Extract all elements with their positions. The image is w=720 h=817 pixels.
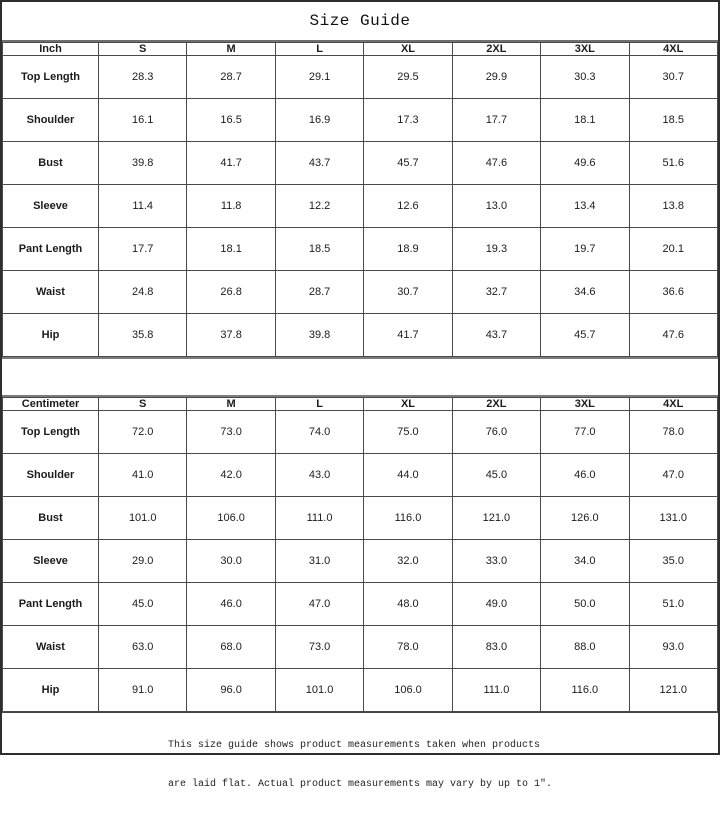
inch-table [2, 42, 718, 357]
value-cell: 46.0 [541, 454, 629, 497]
value-cell: 42.0 [187, 454, 275, 497]
value-cell: 47.0 [275, 583, 363, 626]
value-cell: 34.6 [541, 271, 629, 314]
value-cell: 34.0 [541, 540, 629, 583]
value-cell: 13.0 [452, 185, 540, 228]
value-cell: 17.3 [364, 99, 452, 142]
value-cell: 43.7 [275, 142, 363, 185]
value-cell: 18.1 [187, 228, 275, 271]
value-cell: 12.2 [275, 185, 363, 228]
value-cell: 43.7 [452, 314, 540, 357]
size-column-header: XL [364, 43, 452, 56]
value-cell: 78.0 [364, 626, 452, 669]
row-label-cell: Waist [3, 271, 99, 314]
value-cell: 111.0 [275, 497, 363, 540]
table-header-row [3, 398, 718, 411]
row-label-cell: Sleeve [3, 540, 99, 583]
value-cell: 17.7 [99, 228, 187, 271]
footer-note-text [168, 713, 552, 817]
value-cell: 13.8 [629, 185, 717, 228]
value-cell: 18.5 [629, 99, 717, 142]
value-cell: 13.4 [541, 185, 629, 228]
value-cell: 72.0 [99, 411, 187, 454]
value-cell: 91.0 [99, 669, 187, 712]
value-cell: 39.8 [99, 142, 187, 185]
size-column-header: 3XL [541, 398, 629, 411]
footer-line: are laid flat. Actual product measurements may vary by up to 1″. [167, 779, 553, 790]
table-row [3, 142, 718, 185]
value-cell: 37.8 [187, 314, 275, 357]
table-row [3, 185, 718, 228]
value-cell: 30.0 [187, 540, 275, 583]
table-row [3, 626, 718, 669]
value-cell: 73.0 [187, 411, 275, 454]
unit-header-cell: Inch [3, 43, 99, 56]
value-cell: 45.0 [99, 583, 187, 626]
row-label-cell: Shoulder [3, 454, 99, 497]
value-cell: 83.0 [452, 626, 540, 669]
value-cell: 49.0 [452, 583, 540, 626]
value-cell: 18.9 [364, 228, 452, 271]
value-cell: 63.0 [99, 626, 187, 669]
value-cell: 93.0 [629, 626, 717, 669]
value-cell: 47.6 [629, 314, 717, 357]
value-cell: 41.7 [364, 314, 452, 357]
value-cell: 101.0 [99, 497, 187, 540]
value-cell: 19.7 [541, 228, 629, 271]
value-cell: 16.5 [187, 99, 275, 142]
value-cell: 45.7 [364, 142, 452, 185]
size-column-header: M [187, 398, 275, 411]
table-row [3, 56, 718, 99]
value-cell: 41.0 [99, 454, 187, 497]
size-guide-title: Size Guide [2, 2, 718, 42]
value-cell: 111.0 [452, 669, 540, 712]
value-cell: 29.0 [99, 540, 187, 583]
value-cell: 32.0 [364, 540, 452, 583]
value-cell: 16.9 [275, 99, 363, 142]
table-row [3, 228, 718, 271]
value-cell: 17.7 [452, 99, 540, 142]
value-cell: 106.0 [187, 497, 275, 540]
size-column-header: L [275, 43, 363, 56]
value-cell: 11.8 [187, 185, 275, 228]
value-cell: 26.8 [187, 271, 275, 314]
value-cell: 46.0 [187, 583, 275, 626]
value-cell: 35.8 [99, 314, 187, 357]
table-row [3, 669, 718, 712]
value-cell: 101.0 [275, 669, 363, 712]
value-cell: 32.7 [452, 271, 540, 314]
value-cell: 48.0 [364, 583, 452, 626]
value-cell: 88.0 [541, 626, 629, 669]
value-cell: 68.0 [187, 626, 275, 669]
value-cell: 49.6 [541, 142, 629, 185]
value-cell: 96.0 [187, 669, 275, 712]
value-cell: 30.7 [364, 271, 452, 314]
size-column-header: XL [364, 398, 452, 411]
value-cell: 11.4 [99, 185, 187, 228]
value-cell: 106.0 [364, 669, 452, 712]
value-cell: 30.3 [541, 56, 629, 99]
value-cell: 41.7 [187, 142, 275, 185]
row-label-cell: Pant Length [3, 583, 99, 626]
value-cell: 36.6 [629, 271, 717, 314]
value-cell: 121.0 [629, 669, 717, 712]
value-cell: 121.0 [452, 497, 540, 540]
value-cell: 78.0 [629, 411, 717, 454]
value-cell: 12.6 [364, 185, 452, 228]
value-cell: 131.0 [629, 497, 717, 540]
row-label-cell: Bust [3, 497, 99, 540]
value-cell: 50.0 [541, 583, 629, 626]
row-label-cell: Shoulder [3, 99, 99, 142]
value-cell: 29.5 [364, 56, 452, 99]
table-header-row [3, 43, 718, 56]
value-cell: 51.6 [629, 142, 717, 185]
value-cell: 77.0 [541, 411, 629, 454]
value-cell: 24.8 [99, 271, 187, 314]
value-cell: 18.1 [541, 99, 629, 142]
footer-note [2, 712, 718, 817]
value-cell: 28.3 [99, 56, 187, 99]
value-cell: 73.0 [275, 626, 363, 669]
size-column-header: S [99, 398, 187, 411]
value-cell: 29.9 [452, 56, 540, 99]
value-cell: 20.1 [629, 228, 717, 271]
table-row [3, 314, 718, 357]
value-cell: 126.0 [541, 497, 629, 540]
value-cell: 30.7 [629, 56, 717, 99]
value-cell: 75.0 [364, 411, 452, 454]
value-cell: 28.7 [187, 56, 275, 99]
value-cell: 33.0 [452, 540, 540, 583]
table-row [3, 540, 718, 583]
value-cell: 35.0 [629, 540, 717, 583]
size-column-header: 4XL [629, 398, 717, 411]
row-label-cell: Pant Length [3, 228, 99, 271]
value-cell: 116.0 [541, 669, 629, 712]
size-column-header: S [99, 43, 187, 56]
value-cell: 18.5 [275, 228, 363, 271]
value-cell: 44.0 [364, 454, 452, 497]
value-cell: 16.1 [99, 99, 187, 142]
footer-line: This size guide shows product measurements taken when products [167, 740, 541, 751]
table-row [3, 271, 718, 314]
table-separator [2, 357, 718, 397]
row-label-cell: Hip [3, 314, 99, 357]
table-row [3, 99, 718, 142]
size-column-header: 3XL [541, 43, 629, 56]
row-label-cell: Bust [3, 142, 99, 185]
centimeter-table [2, 397, 718, 712]
size-column-header: L [275, 398, 363, 411]
size-column-header: 2XL [452, 398, 540, 411]
table-row [3, 454, 718, 497]
value-cell: 28.7 [275, 271, 363, 314]
value-cell: 29.1 [275, 56, 363, 99]
table-row [3, 497, 718, 540]
value-cell: 74.0 [275, 411, 363, 454]
unit-header-cell: Centimeter [3, 398, 99, 411]
value-cell: 19.3 [452, 228, 540, 271]
row-label-cell: Top Length [3, 56, 99, 99]
value-cell: 39.8 [275, 314, 363, 357]
value-cell: 31.0 [275, 540, 363, 583]
row-label-cell: Sleeve [3, 185, 99, 228]
size-column-header: 4XL [629, 43, 717, 56]
value-cell: 45.0 [452, 454, 540, 497]
size-column-header: M [187, 43, 275, 56]
value-cell: 43.0 [275, 454, 363, 497]
row-label-cell: Waist [3, 626, 99, 669]
value-cell: 47.0 [629, 454, 717, 497]
value-cell: 47.6 [452, 142, 540, 185]
table-row [3, 583, 718, 626]
row-label-cell: Top Length [3, 411, 99, 454]
value-cell: 76.0 [452, 411, 540, 454]
value-cell: 51.0 [629, 583, 717, 626]
row-label-cell: Hip [3, 669, 99, 712]
table-row [3, 411, 718, 454]
value-cell: 45.7 [541, 314, 629, 357]
value-cell: 116.0 [364, 497, 452, 540]
size-column-header: 2XL [452, 43, 540, 56]
